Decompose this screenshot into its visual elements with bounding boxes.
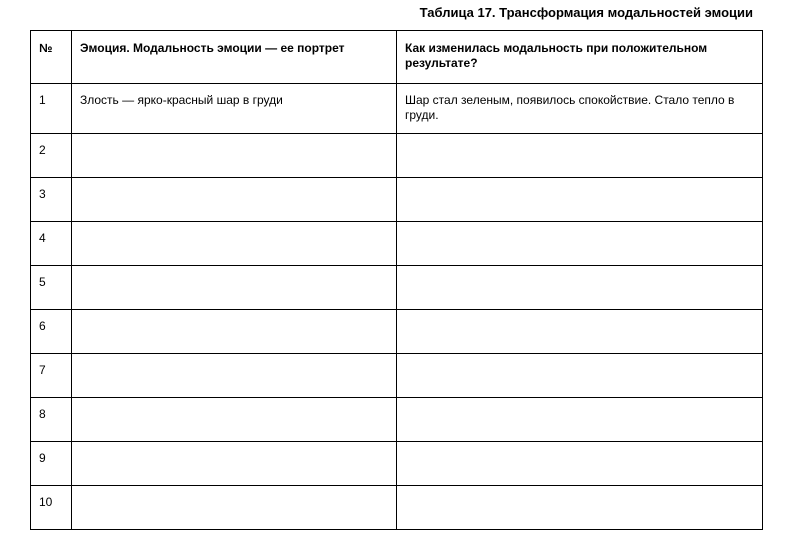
table-row — [31, 134, 763, 178]
change-cell — [397, 134, 763, 178]
change-cell — [397, 266, 763, 310]
emotion-cell — [72, 354, 397, 398]
row-number: 3 — [31, 178, 72, 222]
emotion-modality-table — [30, 30, 763, 530]
change-cell — [397, 398, 763, 442]
emotion-cell: Злость — ярко-красный шар в груди — [72, 84, 397, 134]
change-cell — [397, 310, 763, 354]
row-number: 4 — [31, 222, 72, 266]
emotion-cell — [72, 266, 397, 310]
table-row — [31, 178, 763, 222]
change-cell — [397, 354, 763, 398]
row-number: 8 — [31, 398, 72, 442]
row-number: 7 — [31, 354, 72, 398]
table-row — [31, 486, 763, 530]
table-row — [31, 266, 763, 310]
header-number: № — [31, 31, 72, 84]
table-header-row — [31, 31, 763, 84]
emotion-cell — [72, 222, 397, 266]
change-cell: Шар стал зеленым, появилось спокойствие. Стало тепло в груди. — [397, 84, 763, 134]
change-cell — [397, 178, 763, 222]
header-emotion: Эмоция. Модальность эмоции — ее портрет — [72, 31, 397, 84]
emotion-cell — [72, 486, 397, 530]
row-number: 5 — [31, 266, 72, 310]
change-cell — [397, 222, 763, 266]
table-row — [31, 310, 763, 354]
table-caption: Таблица 17. Трансформация модальностей эмоции — [419, 5, 753, 20]
table-row — [31, 222, 763, 266]
row-number: 9 — [31, 442, 72, 486]
change-cell — [397, 442, 763, 486]
emotion-cell — [72, 442, 397, 486]
emotion-cell — [72, 398, 397, 442]
header-change: Как изменилась модальность при положительном результате? — [397, 31, 763, 84]
row-number: 10 — [31, 486, 72, 530]
change-cell — [397, 486, 763, 530]
table-row — [31, 84, 763, 134]
row-number: 2 — [31, 134, 72, 178]
table-row — [31, 354, 763, 398]
row-number: 1 — [31, 84, 72, 134]
row-number: 6 — [31, 310, 72, 354]
table-row — [31, 398, 763, 442]
emotion-cell — [72, 134, 397, 178]
emotion-cell — [72, 178, 397, 222]
emotion-cell — [72, 310, 397, 354]
table-row — [31, 442, 763, 486]
